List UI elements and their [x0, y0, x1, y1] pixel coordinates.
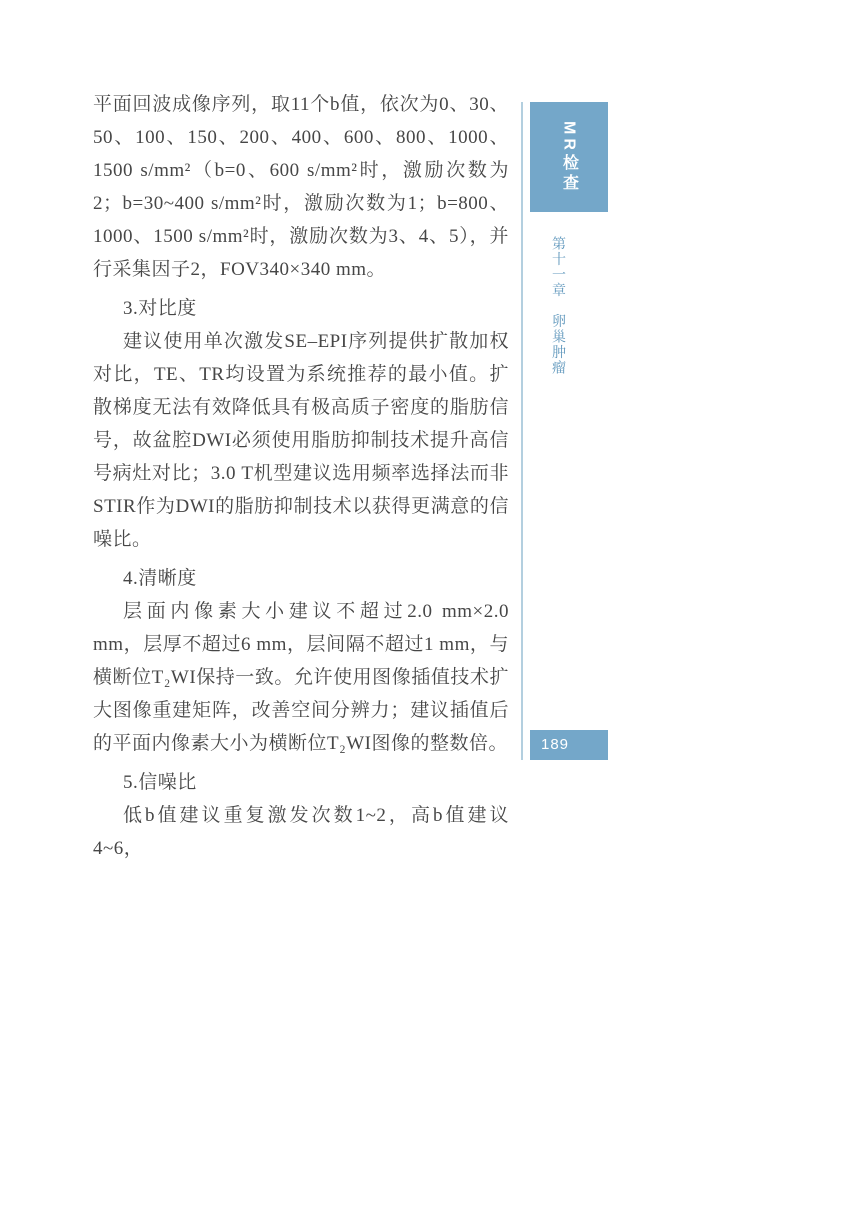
chapter-label: 第十一章 卵巢肿瘤 [550, 236, 565, 376]
section-clarity [93, 562, 509, 760]
page-body-text [93, 88, 509, 865]
section-contrast-paragraph: 建议使用单次激发SE–EPI序列提供扩散加权对比，TE、TR均设置为系统推荐的最小值。扩散梯度无法有效降低具有极高质子密度的脂肪信号，故盆腔DWI必须使用脂肪抑制技术提升高信号病灶对比；3.0 T机型建议选用频率选择法而非STIR作为DWI的脂肪抑制技术以获得更满意的信噪比。 [93, 331, 509, 550]
page-number: 189 [541, 736, 570, 753]
section-snr [93, 766, 509, 865]
section-clarity-heading: 4.清晰度 [123, 568, 197, 589]
margin-section-tab [530, 102, 608, 212]
section-contrast-heading: 3.对比度 [123, 298, 197, 319]
section-contrast [93, 292, 509, 556]
page-number-badge [530, 730, 608, 760]
margin-section-tab-label: MR检查 [560, 120, 578, 194]
margin-rule [521, 102, 523, 760]
section-snr-paragraph: 低b值建议重复激发次数1~2，高b值建议4~6， [93, 805, 509, 859]
section-clarity-paragraph: 层面内像素大小建议不超过2.0 mm×2.0 mm，层厚不超过6 mm，层间隔不超过1 mm，与横断位T₂WI保持一致。允许使用图像插值技术扩大图像重建矩阵，改善空间分辨力；建议插值后的平面内像素大小为横断位T₂WI图像的整数倍。 [93, 601, 509, 754]
paragraph-dwi-b-values: 平面回波成像序列，取11个b值，依次为0、30、50、100、150、200、400、600、800、1000、1500 s/mm²（b=0、600 s/mm²时，激励次数为2；b=30~400 s/mm²时，激励次数为1；b=800、1000、1500 s/mm²时，激励次数为3、4、5），并行采集因子2，FOV340×340 mm。 [93, 94, 509, 280]
section-snr-heading: 5.信噪比 [123, 772, 197, 793]
